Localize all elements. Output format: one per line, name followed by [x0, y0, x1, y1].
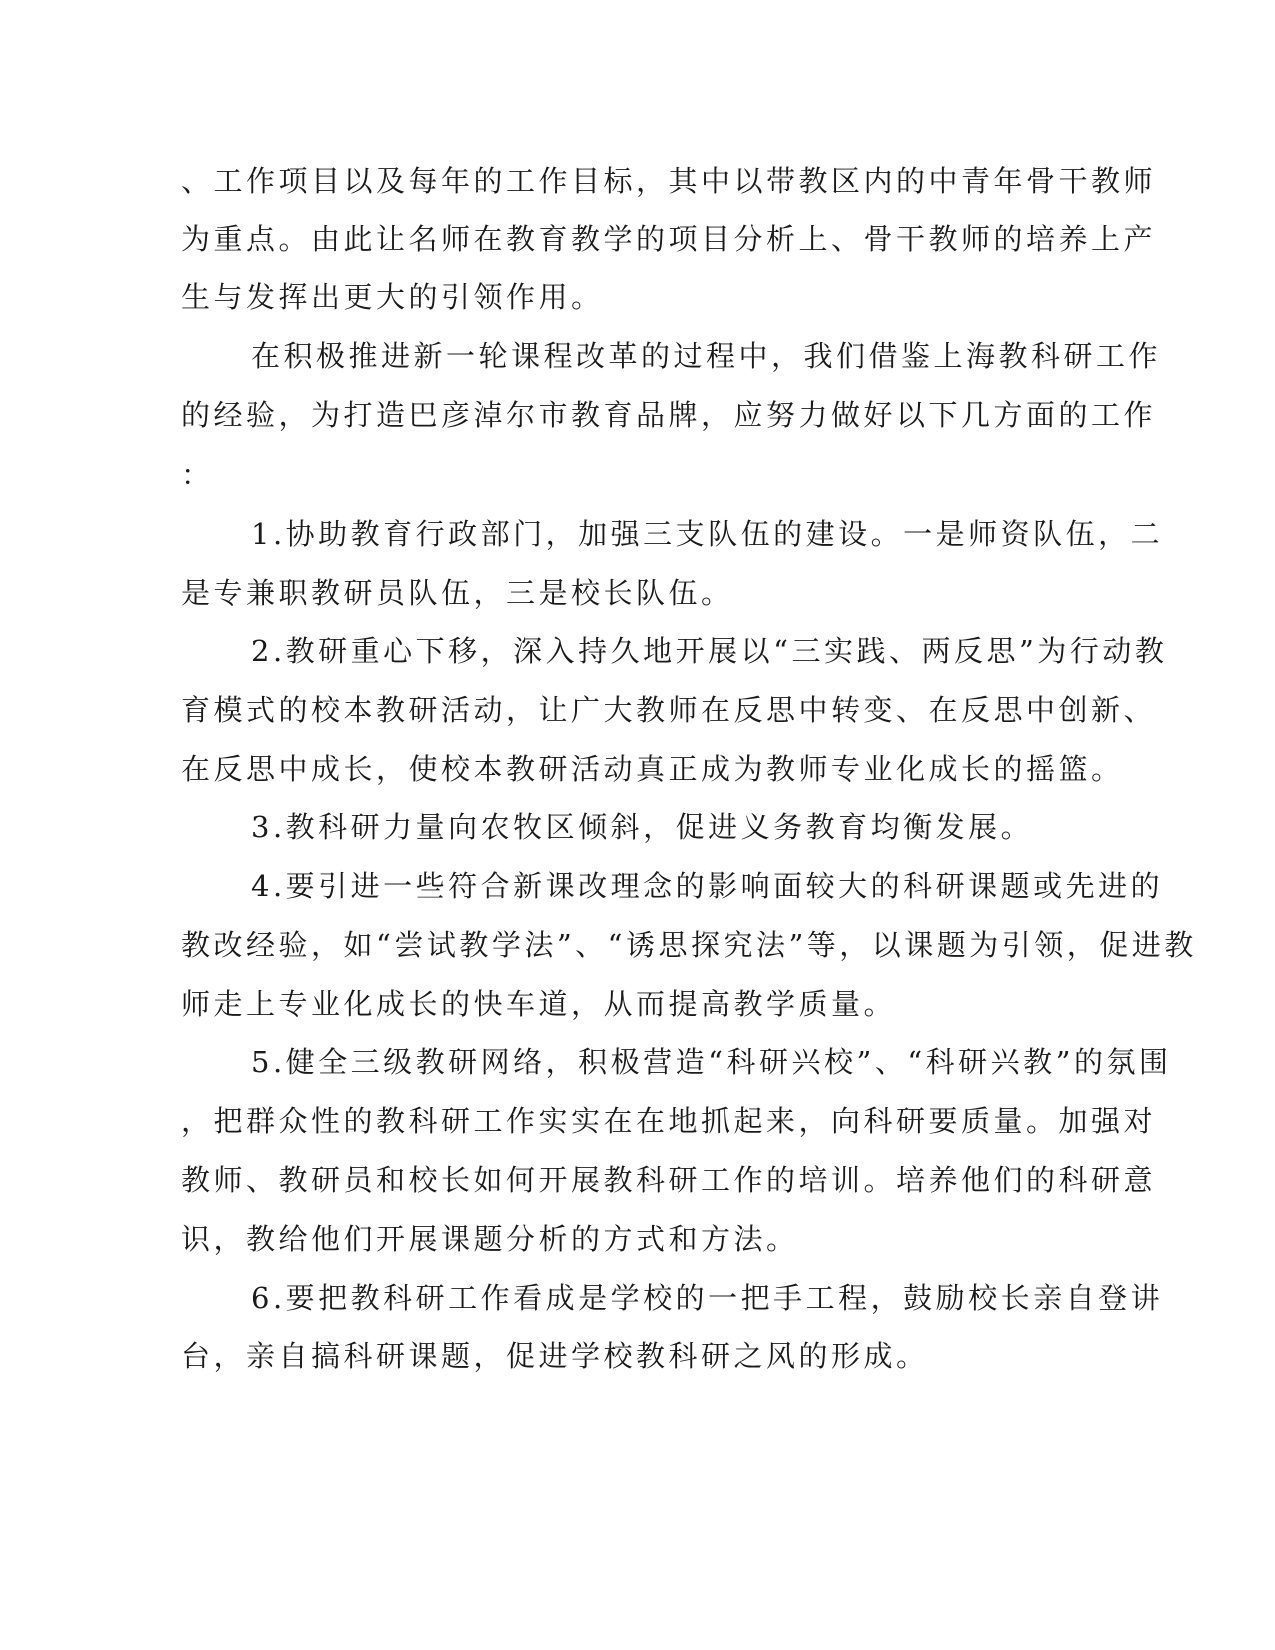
- text-line: 5.健全三级教研网络，积极营造“科研兴校”、“科研兴教”的氛围: [251, 1045, 1172, 1079]
- text-line: ：: [181, 458, 214, 492]
- text-line: 4.要引进一些符合新课改理念的影响面较大的科研课题或先进的: [251, 869, 1164, 903]
- text-line: ，把群众性的教科研工作实实在在地抓起来，向科研要质量。加强对: [181, 1104, 1157, 1138]
- text-line: 生与发挥出更大的引领作用。: [181, 280, 604, 314]
- text-line: 2.教研重心下移，深入持久地开展以“三实践、两反思”为行动教: [251, 634, 1168, 668]
- text-line: 为重点。由此让名师在教育教学的项目分析上、骨干教师的培养上产: [181, 222, 1157, 256]
- text-line: 师走上专业化成长的快车道，从而提高教学质量。: [181, 987, 897, 1021]
- text-line: 3.教科研力量向农牧区倾斜，促进义务教育均衡发展。: [251, 810, 1034, 844]
- text-line: 教改经验，如“尝试教学法”、“诱思探究法”等，以课题为引领，促进教: [181, 928, 1197, 962]
- text-line: 在积极推进新一轮课程改革的过程中，我们借鉴上海教科研工作: [251, 339, 1162, 373]
- text-line: 6.要把教科研工作看成是学校的一把手工程，鼓励校长亲自登讲: [251, 1281, 1164, 1315]
- text-line: 台，亲自搞科研课题，促进学校教科研之风的形成。: [181, 1339, 929, 1373]
- text-line: 育模式的校本教研活动，让广大教师在反思中转变、在反思中创新、: [181, 693, 1157, 727]
- text-line: 识，教给他们开展课题分析的方式和方法。: [181, 1222, 799, 1256]
- text-line: 1.协助教育行政部门，加强三支队伍的建设。一是师资队伍，二: [251, 517, 1164, 551]
- text-line: 的经验，为打造巴彦淖尔市教育品牌，应努力做好以下几方面的工作: [181, 398, 1157, 432]
- text-line: 教师、教研员和校长如何开展教科研工作的培训。培养他们的科研意: [181, 1163, 1157, 1197]
- text-line: 是专兼职教研员队伍，三是校长队伍。: [181, 576, 734, 610]
- text-line: 在反思中成长，使校本教研活动真正成为教师专业化成长的摇篮。: [181, 752, 1124, 786]
- text-line: 、工作项目以及每年的工作目标，其中以带教区内的中青年骨干教师: [181, 164, 1157, 198]
